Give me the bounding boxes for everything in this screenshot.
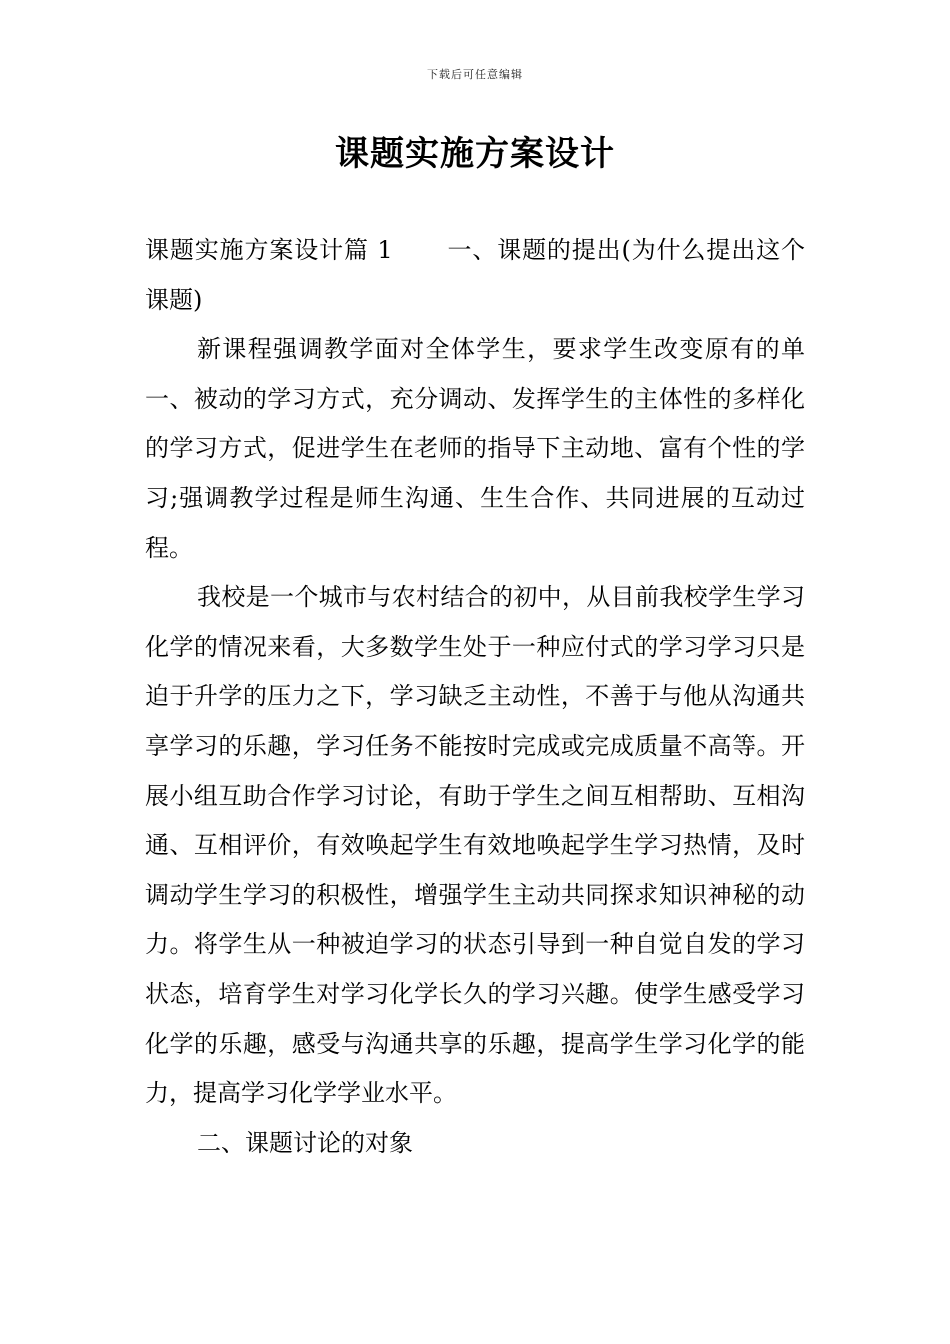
document-body bbox=[145, 226, 805, 1168]
document-title: 课题实施方案设计 bbox=[335, 134, 615, 174]
header-note: 下载后可任意编辑 bbox=[427, 68, 523, 81]
section1-heading: 一、课题的提出(为什么提出这个课题) bbox=[145, 236, 805, 314]
paragraph-1: 新课程强调教学面对全体学生，要求学生改变原有的单一、被动的学习方式，充分调动、发挥学生的主体性的多样化的学习方式，促进学生在老师的指导下主动地、富有个性的学习;强调教学过程是师生沟通、生生合作、共同进展的互动过程。 bbox=[145, 335, 805, 562]
section2-heading: 二、课题讨论的对象 bbox=[197, 1128, 413, 1157]
paragraph-2: 我校是一个城市与农村结合的初中，从目前我校学生学习化学的情况来看，大多数学生处于一种应付式的学习学习只是迫于升学的压力之下，学习缺乏主动性，不善于与他从沟通共享学习的乐趣，学习任务不能按时完成或完成质量不高等。开展小组互助合作学习讨论，有助于学生之间互相帮助、互相沟通、互相评价，有效唤起学生有效地唤起学生学习热情，及时调动学生学习的积极性，增强学生主动共同探求知识神秘的动力。将学生从一种被迫学习的状态引导到一种自觉自发的学习状态，培育学生对学习化学长久的学习兴趣。使学生感受学习化学的乐趣，感受与沟通共享的乐趣，提高学生学习化学的能力，提高学习化学学业水平。 bbox=[145, 583, 805, 1108]
intro-label: 课题实施方案设计篇 1 bbox=[145, 236, 393, 264]
intro-paragraph bbox=[145, 226, 805, 325]
